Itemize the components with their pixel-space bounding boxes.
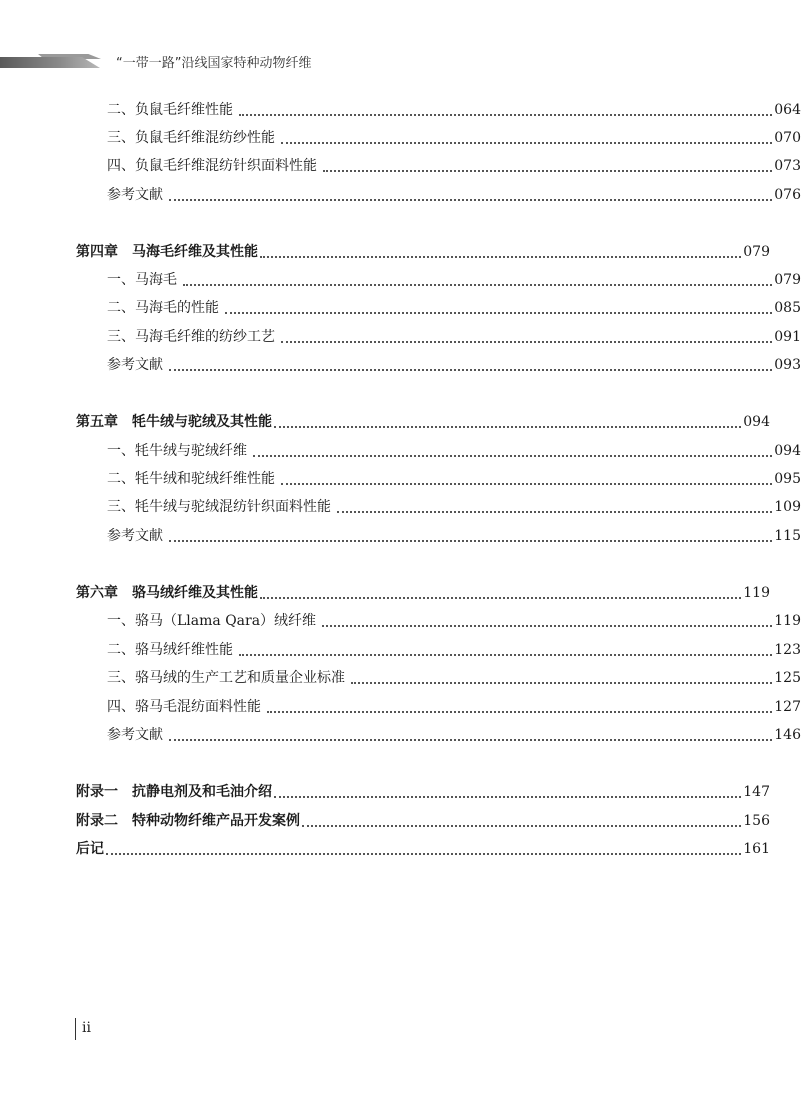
toc-entry-references[interactable] [0, 721, 801, 745]
toc-appendix-2[interactable] [0, 807, 770, 831]
toc-chapter-page: 156 [743, 813, 770, 829]
toc-entry-page: 123 [774, 642, 801, 658]
dot-leader [281, 141, 772, 144]
toc-entry-title: 四、骆马毛混纺面料性能 [107, 699, 261, 715]
toc-chapter-title: 第五章 牦牛绒与驼绒及其性能 [76, 414, 272, 430]
toc-entry[interactable] [0, 693, 801, 717]
dot-leader [274, 425, 741, 428]
dot-leader [281, 340, 772, 343]
toc-entry-title: 一、牦牛绒与驼绒纤维 [107, 443, 247, 459]
running-header-title: “一带一路”沿线国家特种动物纤维 [116, 56, 312, 71]
dot-leader [302, 824, 741, 827]
toc-entry[interactable] [0, 124, 801, 148]
toc-entry[interactable] [0, 266, 801, 290]
toc-entry[interactable] [0, 607, 801, 631]
toc-chapter-page: 119 [743, 585, 770, 601]
toc-entry-page: 127 [774, 699, 801, 715]
toc-entry[interactable] [0, 152, 801, 176]
toc-entry-page: 119 [774, 613, 801, 629]
toc-chapter-page: 079 [743, 244, 770, 260]
toc-entry-page: 146 [774, 727, 801, 743]
toc-entry-title: 一、马海毛 [107, 272, 177, 288]
dot-leader [260, 255, 741, 258]
toc-entry[interactable] [0, 96, 801, 120]
dot-leader [225, 311, 772, 314]
toc-entry[interactable] [0, 437, 801, 461]
toc-entry-references[interactable] [0, 181, 801, 205]
dot-leader [169, 368, 772, 371]
toc-entry-references[interactable] [0, 351, 801, 375]
toc-entry-title: 三、负鼠毛纤维混纺纱性能 [107, 130, 275, 146]
toc-entry[interactable] [0, 465, 801, 489]
toc-entry-page: 095 [774, 471, 801, 487]
toc-entry-page: 073 [774, 158, 801, 174]
toc-entry[interactable] [0, 294, 801, 318]
toc-entry-references[interactable] [0, 522, 801, 546]
dot-leader [169, 738, 772, 741]
toc-entry[interactable] [0, 493, 801, 517]
dot-leader [253, 454, 772, 457]
toc-entry-page: 094 [774, 443, 801, 459]
toc-entry-title: 二、负鼠毛纤维性能 [107, 102, 233, 118]
dot-leader [239, 653, 772, 656]
toc-entry-title: 三、牦牛绒与驼绒混纺针织面料性能 [107, 499, 331, 515]
toc-chapter-title: 第四章 马海毛纤维及其性能 [76, 244, 258, 260]
dot-leader [274, 795, 741, 798]
dot-leader [106, 852, 741, 855]
toc-chapter-title: 附录二 特种动物纤维产品开发案例 [76, 813, 300, 829]
toc-entry-title: 四、负鼠毛纤维混纺针织面料性能 [107, 158, 317, 174]
toc-entry-page: 070 [774, 130, 801, 146]
toc-chapter-title: 第六章 骆马绒纤维及其性能 [76, 585, 258, 601]
toc-chapter-6[interactable] [0, 579, 770, 603]
toc-entry-page: 064 [774, 102, 801, 118]
toc-entry-title: 参考文献 [107, 357, 163, 373]
dot-leader [337, 510, 772, 513]
toc-chapter-4[interactable] [0, 238, 770, 262]
folio-rule [75, 1018, 76, 1040]
toc-entry-title: 参考文献 [107, 528, 163, 544]
toc-entry-title: 三、马海毛纤维的纺纱工艺 [107, 329, 275, 345]
dot-leader [169, 539, 772, 542]
dot-leader [323, 169, 772, 172]
toc-chapter-page: 094 [743, 414, 770, 430]
toc-entry-page: 076 [774, 187, 801, 203]
toc-chapter-title: 后记 [76, 841, 104, 857]
toc-entry-page: 093 [774, 357, 801, 373]
toc-entry[interactable] [0, 636, 801, 660]
toc-entry-title: 参考文献 [107, 187, 163, 203]
toc-entry[interactable] [0, 664, 801, 688]
toc-entry-title: 二、骆马绒纤维性能 [107, 642, 233, 658]
toc-entry-title: 二、马海毛的性能 [107, 300, 219, 316]
toc-entry-title: 三、骆马绒的生产工艺和质量企业标准 [107, 670, 345, 686]
toc-entry-title: 一、骆马（Llama Qara）绒纤维 [107, 613, 317, 629]
toc-entry-page: 109 [774, 499, 801, 515]
toc-entry-page: 079 [774, 272, 801, 288]
toc-entry[interactable] [0, 323, 801, 347]
toc-appendix-1[interactable] [0, 778, 770, 802]
dot-leader [322, 624, 772, 627]
dot-leader [281, 482, 772, 485]
toc-entry-title: 二、牦牛绒和驼绒纤维性能 [107, 471, 275, 487]
toc-afterword[interactable] [0, 835, 770, 859]
dot-leader [267, 710, 772, 713]
toc-chapter-page: 147 [743, 784, 770, 800]
toc-chapter-page: 161 [743, 841, 770, 857]
dot-leader [351, 681, 772, 684]
dot-leader [183, 283, 772, 286]
toc-entry-page: 125 [774, 670, 801, 686]
toc-entry-page: 085 [774, 300, 801, 316]
dot-leader [260, 596, 741, 599]
toc-entry-page: 091 [774, 329, 801, 345]
toc-chapter-title: 附录一 抗静电剂及和毛油介绍 [76, 784, 272, 800]
toc-entry-title: 参考文献 [107, 727, 163, 743]
dot-leader [239, 113, 772, 116]
page-number: ii [82, 1020, 91, 1036]
toc-entry-page: 115 [774, 528, 801, 544]
dot-leader [169, 198, 772, 201]
toc-chapter-5[interactable] [0, 408, 770, 432]
